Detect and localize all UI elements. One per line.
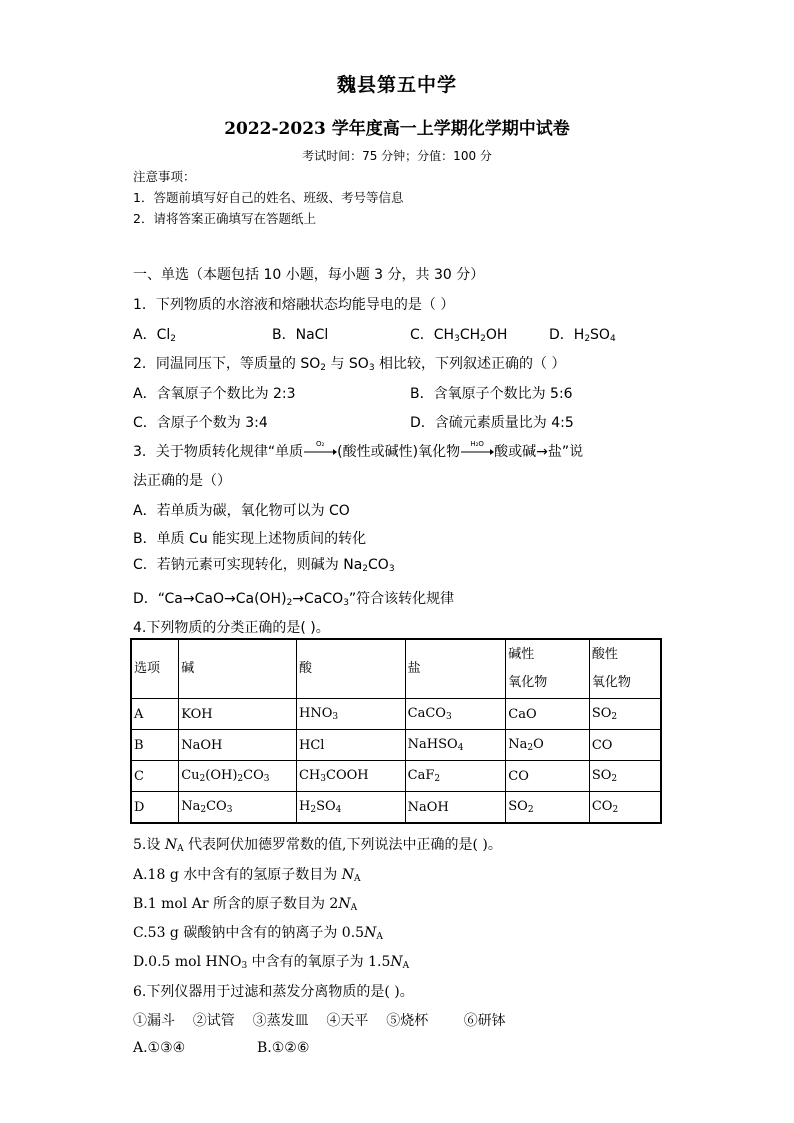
exam-info: 考试时间：75 分钟；分值：100 分 [302,149,492,163]
cell-acidic-oxide: CO [589,730,661,761]
table-row [131,761,661,792]
cell-basic-oxide: $Na_2O$ [506,730,590,761]
question-2-option-d: D．含硫元素质量比为 4:5 [410,415,574,431]
notice-heading: 注意事项： [133,169,196,184]
question-3-stem: 3．关于物质转化规律“单质 O₂ (酸性或碱性)氧化物 H₂O 酸或碱→盐”说 [133,440,584,460]
question-3-option-b: B．单质 Cu 能实现上述物质间的转化 [133,531,367,547]
question-5-option-a: A.18 g 水中含有的氢原子数目为 $N_A$ [133,867,361,884]
header-base: 碱 [179,639,297,699]
question-2-option-b: B．含氧原子个数比为 5:6 [410,386,573,402]
notice-item-1: 1．答题前填写好自己的姓名、班级、考号等信息 [133,190,404,205]
question-2-option-c: C．含原子个数为 3:4 [133,415,268,431]
question-5-option-d: D.0.5 mol $HNO_3$ 中含有的氧原子为 $1.5N_A$ [133,954,410,971]
table-row [131,730,661,761]
cell-base: NaOH [179,730,297,761]
cell-base: $Na_2CO_3$ [179,792,297,824]
cell-basic-oxide: CaO [506,699,590,730]
notice-item-2: 2．请将答案正确填写在答题纸上 [133,211,316,226]
question-1-option-b: B．NaCl [272,327,329,343]
cell-acid: $CH_3COOH$ [296,761,405,792]
question-6-items: ①漏斗 ②试管 ③蒸发皿 ④天平 ⑤烧杯 ⑥研钵 [133,1013,506,1029]
reaction-arrow-h2o: H₂O [460,445,494,459]
question-2-option-a: A．含氧原子个数比为 2:3 [133,386,296,402]
question-5-stem: 5.设 $N_A$ 代表阿伏加德罗常数的值,下列说法中正确的是( )。 [133,837,502,854]
cell-salt: CaF$_2$ [405,761,506,792]
cell-acidic-oxide: $SO_2$ [589,699,661,730]
question-5-option-b: B.1 mol Ar 所含的原子数目为 $2N_A$ [133,896,358,913]
question-3-option-d: D．“$Ca\to CaO\to Ca(OH)_2\to CaCO_3$”符合该转化规律 [133,591,455,608]
question-3-option-c: C．若钠元素可实现转化，则碱为 $Na_2CO_3$ [133,557,395,574]
exam-title: 2022-2023 学年度高一上学期化学期中试卷 [224,119,570,139]
cell-salt: NaOH [405,792,506,824]
header-salt: 盐 [405,639,506,699]
question-4-stem: 4.下列物质的分类正确的是( )。 [133,620,330,636]
table-row [131,792,661,824]
cell-salt: NaHSO$_4$ [405,730,506,761]
table-header-row [131,639,661,699]
question-1-option-a: A．$Cl_2$ [133,327,176,344]
question-1-stem: 1．下列物质的水溶液和熔融状态均能导电的是（ ） [133,297,455,313]
header-acid: 酸 [296,639,405,699]
question-2-stem: 2．同温同压下，等质量的 $SO_2$ 与 $SO_3$ 相比较，下列叙述正确的（ ） [133,356,566,373]
question-1-option-d: D．$H_2SO_4$ [549,327,616,344]
cell-base: KOH [179,699,297,730]
question-6-option-a: A.①③④ [133,1040,186,1056]
cell-option: B [131,730,179,761]
reaction-arrow-o2: O₂ [303,445,337,459]
cell-acidic-oxide: $SO_2$ [589,761,661,792]
cell-acid: $H_2SO_4$ [296,792,405,824]
cell-acid: HCl [296,730,405,761]
header-option: 选项 [131,639,179,699]
cell-salt: CaCO$_3$ [405,699,506,730]
cell-base: $Cu_2(OH)_2CO_3$ [179,761,297,792]
cell-basic-oxide: CO [506,761,590,792]
cell-option: A [131,699,179,730]
question-3-option-a: A．若单质为碳，氧化物可以为 CO [133,503,350,519]
question-5-option-c: C.53 g 碳酸钠中含有的钠离子为 $0.5N_A$ [133,925,383,942]
cell-acidic-oxide: $CO_2$ [589,792,661,824]
section-heading: 一、单选（本题包括 10 小题，每小题 3 分，共 30 分） [133,267,485,283]
header-acidic-oxide: 酸性 氧化物 [589,639,661,699]
classification-table [130,638,662,824]
question-1-option-c: C．$CH_3CH_2OH$ [410,327,508,344]
school-name: 魏县第五中学 [336,74,457,96]
cell-basic-oxide: $SO_2$ [506,792,590,824]
cell-option: C [131,761,179,792]
table-row [131,699,661,730]
question-3-stem-line2: 法正确的是（） [133,473,231,489]
question-6-option-b: B.①②⑥ [257,1040,310,1056]
question-6-stem: 6.下列仪器用于过滤和蒸发分离物质的是( )。 [133,984,414,1000]
cell-option: D [131,792,179,824]
header-basic-oxide: 碱性 氧化物 [506,639,590,699]
cell-acid: $HNO_3$ [296,699,405,730]
